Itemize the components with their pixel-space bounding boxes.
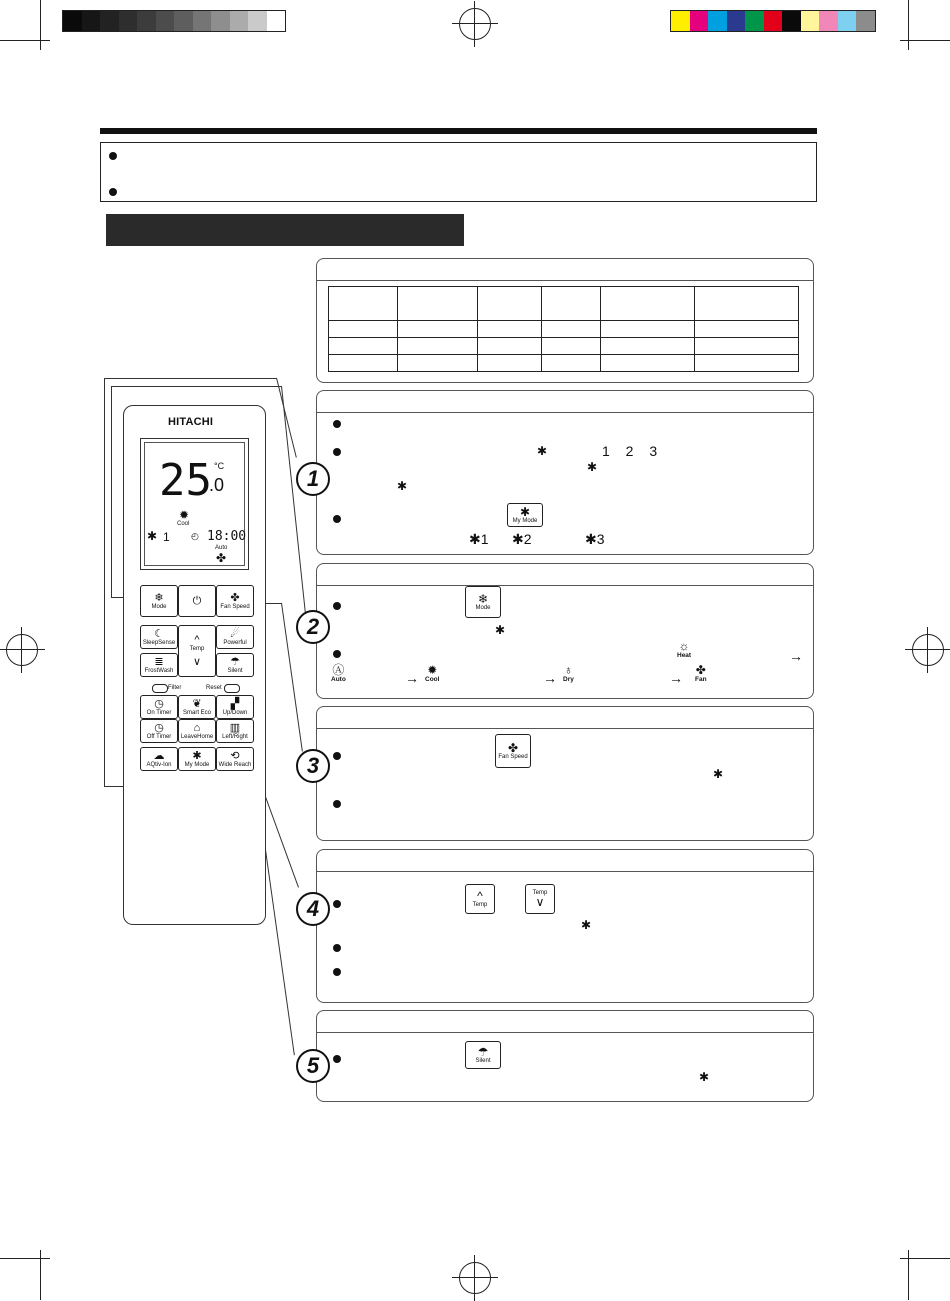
- sleepsense-icon: ☾: [154, 628, 164, 640]
- color-swatch: [82, 11, 101, 31]
- bullet-icon: [333, 944, 341, 952]
- left-right-icon: ▥: [229, 722, 241, 734]
- wide-reach-icon: ⟲: [230, 750, 240, 762]
- lcd-fan-mode: Auto: [215, 545, 228, 551]
- chevron-up-icon: ^: [477, 889, 483, 903]
- color-swatch: [727, 11, 746, 31]
- up-down-icon: ▞: [230, 698, 240, 710]
- color-swatch: [819, 11, 838, 31]
- gray-color-bar: [62, 10, 286, 32]
- wide-reach-button-label: Wide Reach: [218, 762, 252, 768]
- lcd-decimal: .0: [209, 475, 225, 495]
- color-swatch: [267, 11, 286, 31]
- color-swatch: [801, 11, 820, 31]
- crop-mark: [0, 1258, 50, 1259]
- sun-snow-icon: ✹: [427, 663, 438, 677]
- silent-icon: ☂: [230, 656, 240, 668]
- color-swatch: [764, 11, 783, 31]
- reset-button[interactable]: [224, 684, 240, 693]
- temp-up-button-ref: ^ Temp: [465, 884, 495, 914]
- bullet-icon: [333, 752, 341, 760]
- silent-panel: [316, 1010, 814, 1102]
- sleepsense-button[interactable]: [140, 625, 178, 649]
- my-mode-1: ✱1: [469, 531, 489, 547]
- chevron-down-icon: ∨: [535, 895, 545, 909]
- bullet-icon: [333, 1055, 341, 1063]
- lcd-temperature: 25: [159, 455, 212, 506]
- my-mode-button-label: My Mode: [184, 762, 210, 768]
- powerful-button[interactable]: [216, 625, 254, 649]
- fan-icon: ✤: [216, 551, 227, 565]
- my-mode-icon: ✱: [519, 505, 531, 519]
- snowflake-icon: ❄: [477, 592, 489, 606]
- arrow-icon: →: [789, 648, 803, 664]
- sun-icon: ☼: [678, 639, 690, 653]
- crop-mark: [908, 0, 909, 50]
- fan-icon: ✤: [507, 741, 519, 755]
- temp-up-button[interactable]: [178, 625, 216, 677]
- color-swatch: [856, 11, 875, 31]
- color-swatch: [211, 11, 230, 31]
- my-mode-2: ✱2: [512, 531, 532, 547]
- mode-button-ref: ❄ Mode: [465, 586, 501, 618]
- title-rule: [100, 128, 817, 134]
- left-right-button[interactable]: [216, 719, 254, 743]
- step-number: 2: [296, 610, 330, 644]
- chevron-down-icon: ∨: [192, 656, 202, 668]
- bullet-icon: [333, 448, 341, 456]
- registration-mark: [459, 1262, 491, 1294]
- leader-line: [111, 386, 281, 387]
- step-number: 1: [296, 462, 330, 496]
- on-timer-button[interactable]: [140, 695, 178, 719]
- color-swatch: [782, 11, 801, 31]
- on-timer-button-label: On Timer: [146, 710, 172, 716]
- my-mode-button-ref: ✱ My Mode: [507, 503, 543, 527]
- up-down-button-label: Up/Down: [222, 710, 248, 716]
- my-mode-icon: ✱: [192, 750, 202, 762]
- crop-mark: [908, 1250, 909, 1300]
- my-mode-icon: ✱: [587, 460, 598, 474]
- my-mode-icon: ✱: [147, 529, 158, 543]
- registration-mark: [912, 634, 944, 666]
- filter-indicator: [152, 684, 168, 693]
- sun-snow-icon: ✹: [179, 508, 190, 522]
- on-timer-icon: ◷: [154, 698, 164, 710]
- mode-button-label: Mode: [151, 604, 167, 610]
- my-mode-icon: ✱: [495, 623, 506, 637]
- bullet-icon: [333, 650, 341, 658]
- auto-icon: Ⓐ: [332, 663, 345, 677]
- powerful-button-label: Powerful: [223, 640, 247, 646]
- color-swatch: [100, 11, 119, 31]
- silent-icon: ☂: [477, 1045, 489, 1059]
- segment-digits: 1 2 3: [602, 443, 664, 459]
- power-icon: ⏻: [192, 595, 202, 607]
- bullet-icon: [333, 602, 341, 610]
- leavehome-button-label: LeaveHome: [180, 734, 214, 740]
- lcd-mode: Cool: [177, 521, 190, 527]
- silent-button-label: Silent: [227, 668, 243, 674]
- bullet-icon: [333, 900, 341, 908]
- leader-line: [111, 386, 112, 598]
- my-mode-panel: [316, 390, 814, 555]
- lcd-clock: 18:00: [207, 529, 247, 544]
- leavehome-button[interactable]: [178, 719, 216, 743]
- mode-heat: ☼ Heat: [677, 639, 692, 659]
- powerful-icon: ☄: [230, 628, 240, 640]
- mode-auto: Ⓐ Auto: [331, 663, 346, 683]
- lcd-display: [140, 438, 249, 570]
- mode-cool: ✹ Cool: [425, 663, 440, 683]
- sleepsense-button-label: SleepSense: [142, 640, 176, 646]
- my-mode-icon: ✱: [699, 1070, 710, 1084]
- mode-button[interactable]: [140, 585, 178, 617]
- temp-up-button-label: Temp: [189, 646, 205, 652]
- leavehome-icon: ⌂: [193, 722, 201, 734]
- lcd-unit: °C: [214, 461, 225, 471]
- color-swatch: [174, 11, 193, 31]
- off-timer-button[interactable]: [140, 719, 178, 743]
- my-mode-icon: ✱: [713, 767, 724, 781]
- left-right-button-label: Left/Right: [222, 734, 248, 740]
- smart-eco-button-label: Smart Eco: [182, 710, 211, 716]
- leader-line: [104, 378, 276, 379]
- lcd-level: 1: [163, 530, 170, 544]
- drop-icon: ♁: [563, 663, 573, 677]
- color-swatch: [708, 11, 727, 31]
- color-swatch: [156, 11, 175, 31]
- step-number: 3: [296, 749, 330, 783]
- my-mode-icon: ✱: [397, 479, 408, 493]
- registration-mark: [6, 634, 38, 666]
- color-swatch: [690, 11, 709, 31]
- frostwash-icon: ≣: [154, 656, 164, 668]
- color-swatch: [137, 11, 156, 31]
- color-swatch: [63, 11, 82, 31]
- fan-speed-panel: [316, 706, 814, 841]
- section-heading-bar: [106, 214, 464, 246]
- fan-speed-icon: ✤: [230, 592, 240, 604]
- mode-dry: ♁ Dry: [563, 663, 574, 683]
- frostwash-button[interactable]: [140, 653, 178, 677]
- temp-down-button-ref: Temp ∨: [525, 884, 555, 914]
- wide-reach-button[interactable]: [216, 747, 254, 771]
- arrow-icon: →: [405, 670, 419, 686]
- fan-speed-button[interactable]: [216, 585, 254, 617]
- silent-button[interactable]: [216, 653, 254, 677]
- leader-line: [104, 378, 105, 786]
- crop-mark: [40, 1250, 41, 1300]
- mode-panel: [316, 563, 814, 699]
- process-color-bar: [670, 10, 876, 32]
- color-swatch: [745, 11, 764, 31]
- registration-mark: [459, 8, 491, 40]
- fan-icon: ✤: [695, 663, 706, 677]
- bullet-icon: [333, 800, 341, 808]
- my-mode-button[interactable]: [178, 747, 216, 771]
- fan-speed-button-label: Fan Speed: [220, 604, 250, 610]
- brand-logo: HITACHI: [168, 416, 214, 428]
- step-number: 4: [296, 892, 330, 926]
- my-mode-icon: ✱: [537, 444, 548, 458]
- step-number: 5: [296, 1049, 330, 1083]
- crop-mark: [40, 0, 41, 50]
- filter-label: Filter: [168, 685, 182, 691]
- bullet-icon: [109, 152, 117, 160]
- mode-icon: ❄: [154, 592, 164, 604]
- aqtiv-ion-button[interactable]: [140, 747, 178, 771]
- aqtiv-ion-button-label: AQtiv-Ion: [146, 762, 172, 768]
- frostwash-button-label: FrostWash: [144, 668, 174, 674]
- power-button[interactable]: [178, 585, 216, 617]
- arrow-icon: →: [669, 670, 683, 686]
- color-swatch: [230, 11, 249, 31]
- my-mode-3: ✱3: [585, 531, 605, 547]
- arrow-icon: →: [543, 670, 557, 686]
- silent-button-ref: ☂ Silent: [465, 1041, 501, 1069]
- reset-label: Reset: [206, 685, 222, 691]
- clock-icon: ◴: [191, 531, 199, 541]
- temp-panel: [316, 849, 814, 1003]
- off-timer-icon: ◷: [154, 722, 164, 734]
- color-swatch: [193, 11, 212, 31]
- up-down-button[interactable]: [216, 695, 254, 719]
- color-swatch: [671, 11, 690, 31]
- off-timer-button-label: Off Timer: [146, 734, 172, 740]
- my-mode-icon: ✱: [581, 918, 592, 932]
- leader-line: [281, 386, 306, 615]
- color-swatch: [838, 11, 857, 31]
- color-swatch: [119, 11, 138, 31]
- crop-mark: [0, 40, 50, 41]
- spec-table: [328, 286, 799, 372]
- fan-speed-button-ref: ✤ Fan Speed: [495, 734, 531, 768]
- bullet-icon: [333, 515, 341, 523]
- aqtiv-ion-icon: ☁: [153, 750, 165, 762]
- bullet-icon: [333, 420, 341, 428]
- spec-table-panel: [316, 258, 814, 383]
- mode-fan: ✤ Fan: [695, 663, 707, 683]
- smart-eco-icon: ❦: [192, 698, 202, 710]
- bullet-icon: [333, 968, 341, 976]
- bullet-icon: [109, 188, 117, 196]
- notes-box: [100, 142, 817, 202]
- smart-eco-button[interactable]: [178, 695, 216, 719]
- color-swatch: [248, 11, 267, 31]
- temp-up-icon: ^: [194, 634, 200, 646]
